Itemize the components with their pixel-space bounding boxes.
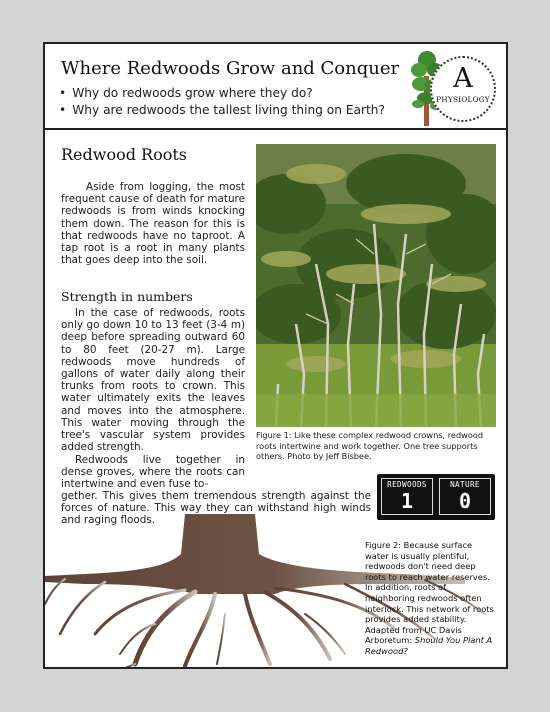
physiology-badge (430, 56, 496, 122)
section-title: Redwood Roots (61, 145, 187, 164)
question-item: • Why are redwoods the tallest living thing on Earth? (59, 102, 385, 119)
score-value: 1 (400, 489, 414, 513)
scoreboard-redwoods (381, 478, 433, 515)
badge-label: PHYSIOLOGY (436, 95, 490, 104)
paragraph: Aside from logging, the most frequent cause of death for mature redwoods is from winds knocking them down. The reason for this is that redwoods have no taproot. A tap root is a root in many plants that goes deep into the soil. (61, 181, 245, 267)
figure1-caption: Figure 1: Like these complex redwood crowns, redwood roots intertwine and work together. One tree supports others. Photo by Jeff Bisbee. (256, 430, 484, 462)
score-label: REDWOODS (387, 480, 427, 489)
paragraph: In the case of redwoods, roots only go down 10 to 13 feet (3-4 m) deep before spreading outward 60 to 80 feet (20-27 m). Large redwoods move hundreds of gallons of water daily along their trunks from roots to crown. This water ultimately exits the leaves and moves into the atmosphere. This water moving through the tree's vascular system provides added strength. (61, 307, 245, 454)
worksheet-page (43, 42, 508, 669)
paragraph-continued: gether. This gives them tremendous strength against the forces of nature. This way they can withstand high winds and raging floods. (61, 490, 371, 527)
figure2-caption-text: Figure 2: Because surface water is usually plentiful, redwoods don't need deep roots to reach water reserves. In addition, roots of neighboring redwoods often interlock. This network of roots provides added stability. Adapted from UC Davis Arboretum: (365, 540, 494, 646)
subheading: Strength in numbers (61, 289, 193, 304)
question-item: • Why do redwoods grow where they do? (59, 85, 385, 102)
scoreboard-nature (439, 478, 491, 515)
redwood-forest-photo (256, 144, 496, 427)
header (45, 44, 506, 130)
score-value: 0 (458, 489, 472, 513)
score-label: NATURE (450, 480, 480, 489)
paragraph: Redwoods live together in dense groves, where the roots can intertwine and even fuse to- (61, 454, 245, 491)
guiding-questions (59, 85, 385, 119)
figure2-source-title: Should You Plant A Redwood? (365, 635, 493, 656)
page-title: Where Redwoods Grow and Conquer (61, 58, 400, 79)
badge-letter: A (453, 63, 473, 94)
figure2-caption (365, 540, 497, 657)
